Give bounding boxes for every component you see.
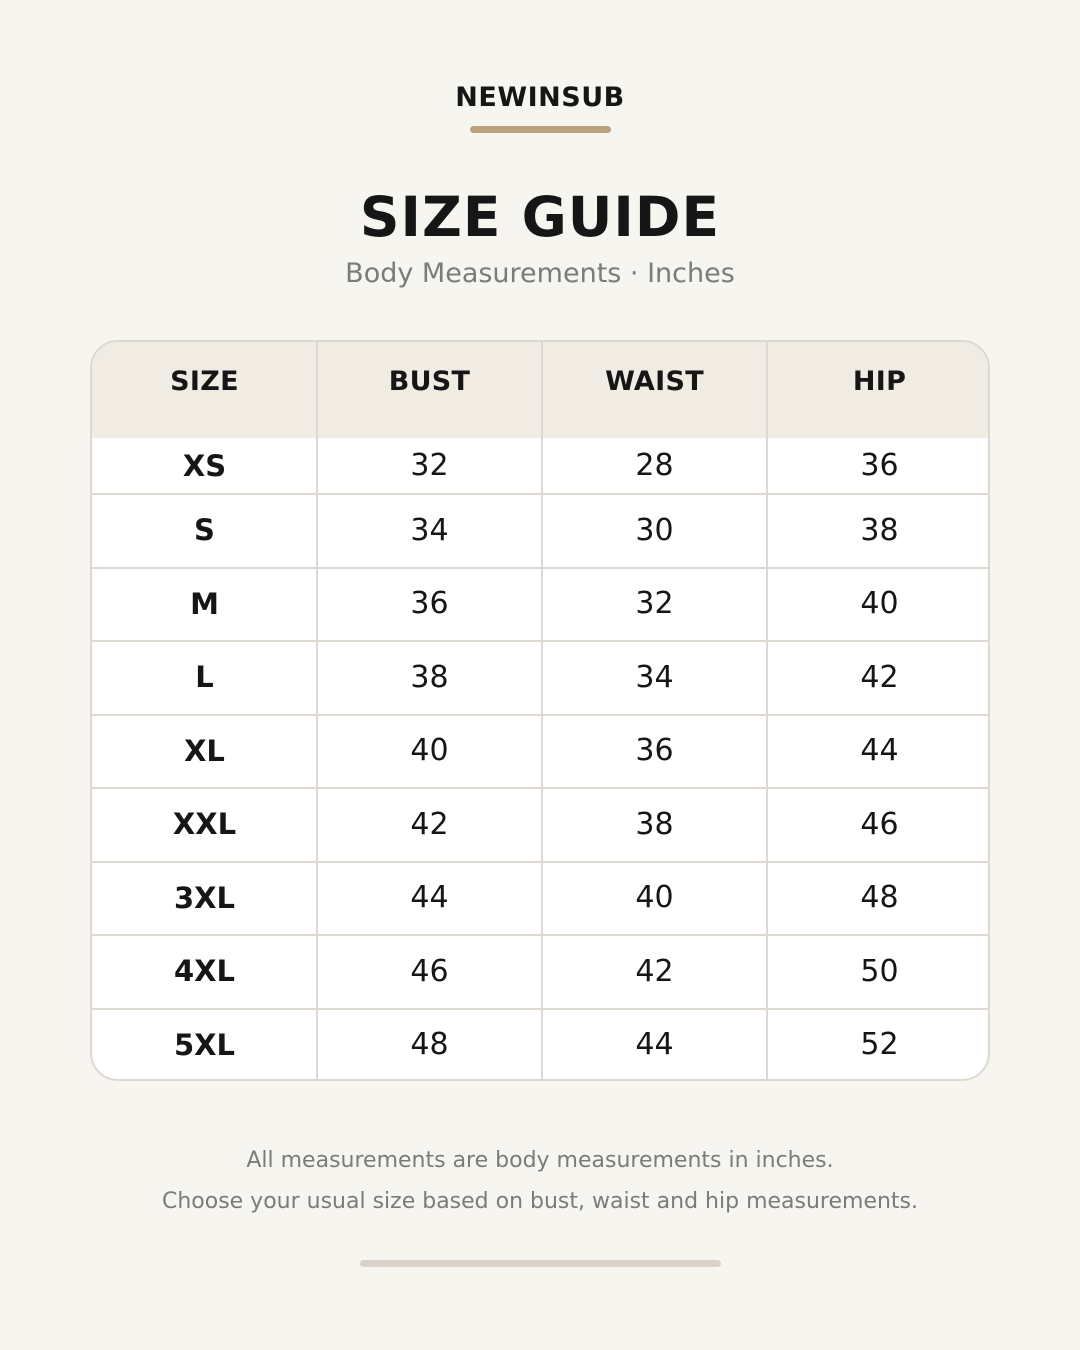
table-row <box>92 493 988 567</box>
cell-waist: 28 <box>635 448 674 483</box>
page-subtitle: Body Measurements · Inches <box>345 258 735 289</box>
cell-waist: 36 <box>635 733 674 768</box>
row-divider <box>92 714 988 716</box>
table-row <box>92 640 988 714</box>
cell-size: 4XL <box>173 954 236 988</box>
table-row <box>92 934 988 1008</box>
row-divider <box>92 567 988 569</box>
cell-hip: 38 <box>860 512 899 548</box>
row-divider <box>92 861 988 863</box>
footnote-line-1: All measurements are body measurements in inches. <box>246 1148 834 1173</box>
footnote-line-2: Choose your usual size based on bust, waist and hip measurements. <box>161 1189 919 1214</box>
cell-bust: 40 <box>410 733 449 768</box>
cell-size: XL <box>184 733 225 768</box>
header-size: SIZE <box>170 365 239 397</box>
cell-waist: 40 <box>635 880 674 915</box>
cell-size: XXL <box>172 807 237 841</box>
cell-bust: 38 <box>410 659 449 695</box>
table-row <box>92 861 988 934</box>
cell-waist: 42 <box>635 953 674 989</box>
page-title: SIZE GUIDE <box>359 185 721 249</box>
cell-waist: 30 <box>635 512 674 548</box>
table-row <box>92 567 988 640</box>
cell-hip: 50 <box>860 953 899 989</box>
column-divider <box>316 342 318 1079</box>
row-divider <box>92 640 988 642</box>
table-row <box>92 1008 988 1081</box>
cell-waist: 44 <box>635 1027 674 1062</box>
cell-size: 5XL <box>173 1027 236 1062</box>
cell-hip: 36 <box>860 448 899 483</box>
cell-hip: 42 <box>860 659 899 695</box>
row-divider <box>92 787 988 789</box>
size-table <box>90 340 990 1081</box>
cell-hip: 48 <box>860 880 899 915</box>
cell-hip: 46 <box>860 806 899 842</box>
cell-size: L <box>195 660 214 694</box>
column-divider <box>541 342 543 1079</box>
cell-hip: 44 <box>860 733 899 768</box>
row-divider <box>92 934 988 936</box>
cell-size: S <box>194 513 215 547</box>
cell-bust: 34 <box>410 512 449 548</box>
brand-name: NEWINSUB <box>455 82 625 113</box>
cell-waist: 38 <box>635 806 674 842</box>
cell-size: M <box>190 586 219 621</box>
cell-bust: 36 <box>410 586 449 621</box>
cell-waist: 32 <box>635 586 674 621</box>
row-divider <box>92 493 988 495</box>
cell-bust: 42 <box>410 806 449 842</box>
header-strip <box>92 422 988 438</box>
cell-bust: 44 <box>410 880 449 915</box>
column-divider <box>766 342 768 1079</box>
cell-hip: 40 <box>860 586 899 621</box>
brand-underline <box>470 126 611 133</box>
cell-size: XS <box>182 448 227 483</box>
bottom-divider <box>360 1260 721 1267</box>
cell-bust: 46 <box>410 953 449 989</box>
cell-waist: 34 <box>635 659 674 695</box>
header-hip: HIP <box>852 365 907 397</box>
header-bust: BUST <box>388 365 471 397</box>
table-row <box>92 787 988 861</box>
cell-bust: 48 <box>410 1027 449 1062</box>
header-waist: WAIST <box>605 365 704 397</box>
table-row <box>92 714 988 787</box>
cell-bust: 32 <box>410 448 449 483</box>
row-divider <box>92 1008 988 1010</box>
cell-hip: 52 <box>860 1027 899 1062</box>
cell-size: 3XL <box>173 880 236 915</box>
table-row <box>92 438 988 493</box>
